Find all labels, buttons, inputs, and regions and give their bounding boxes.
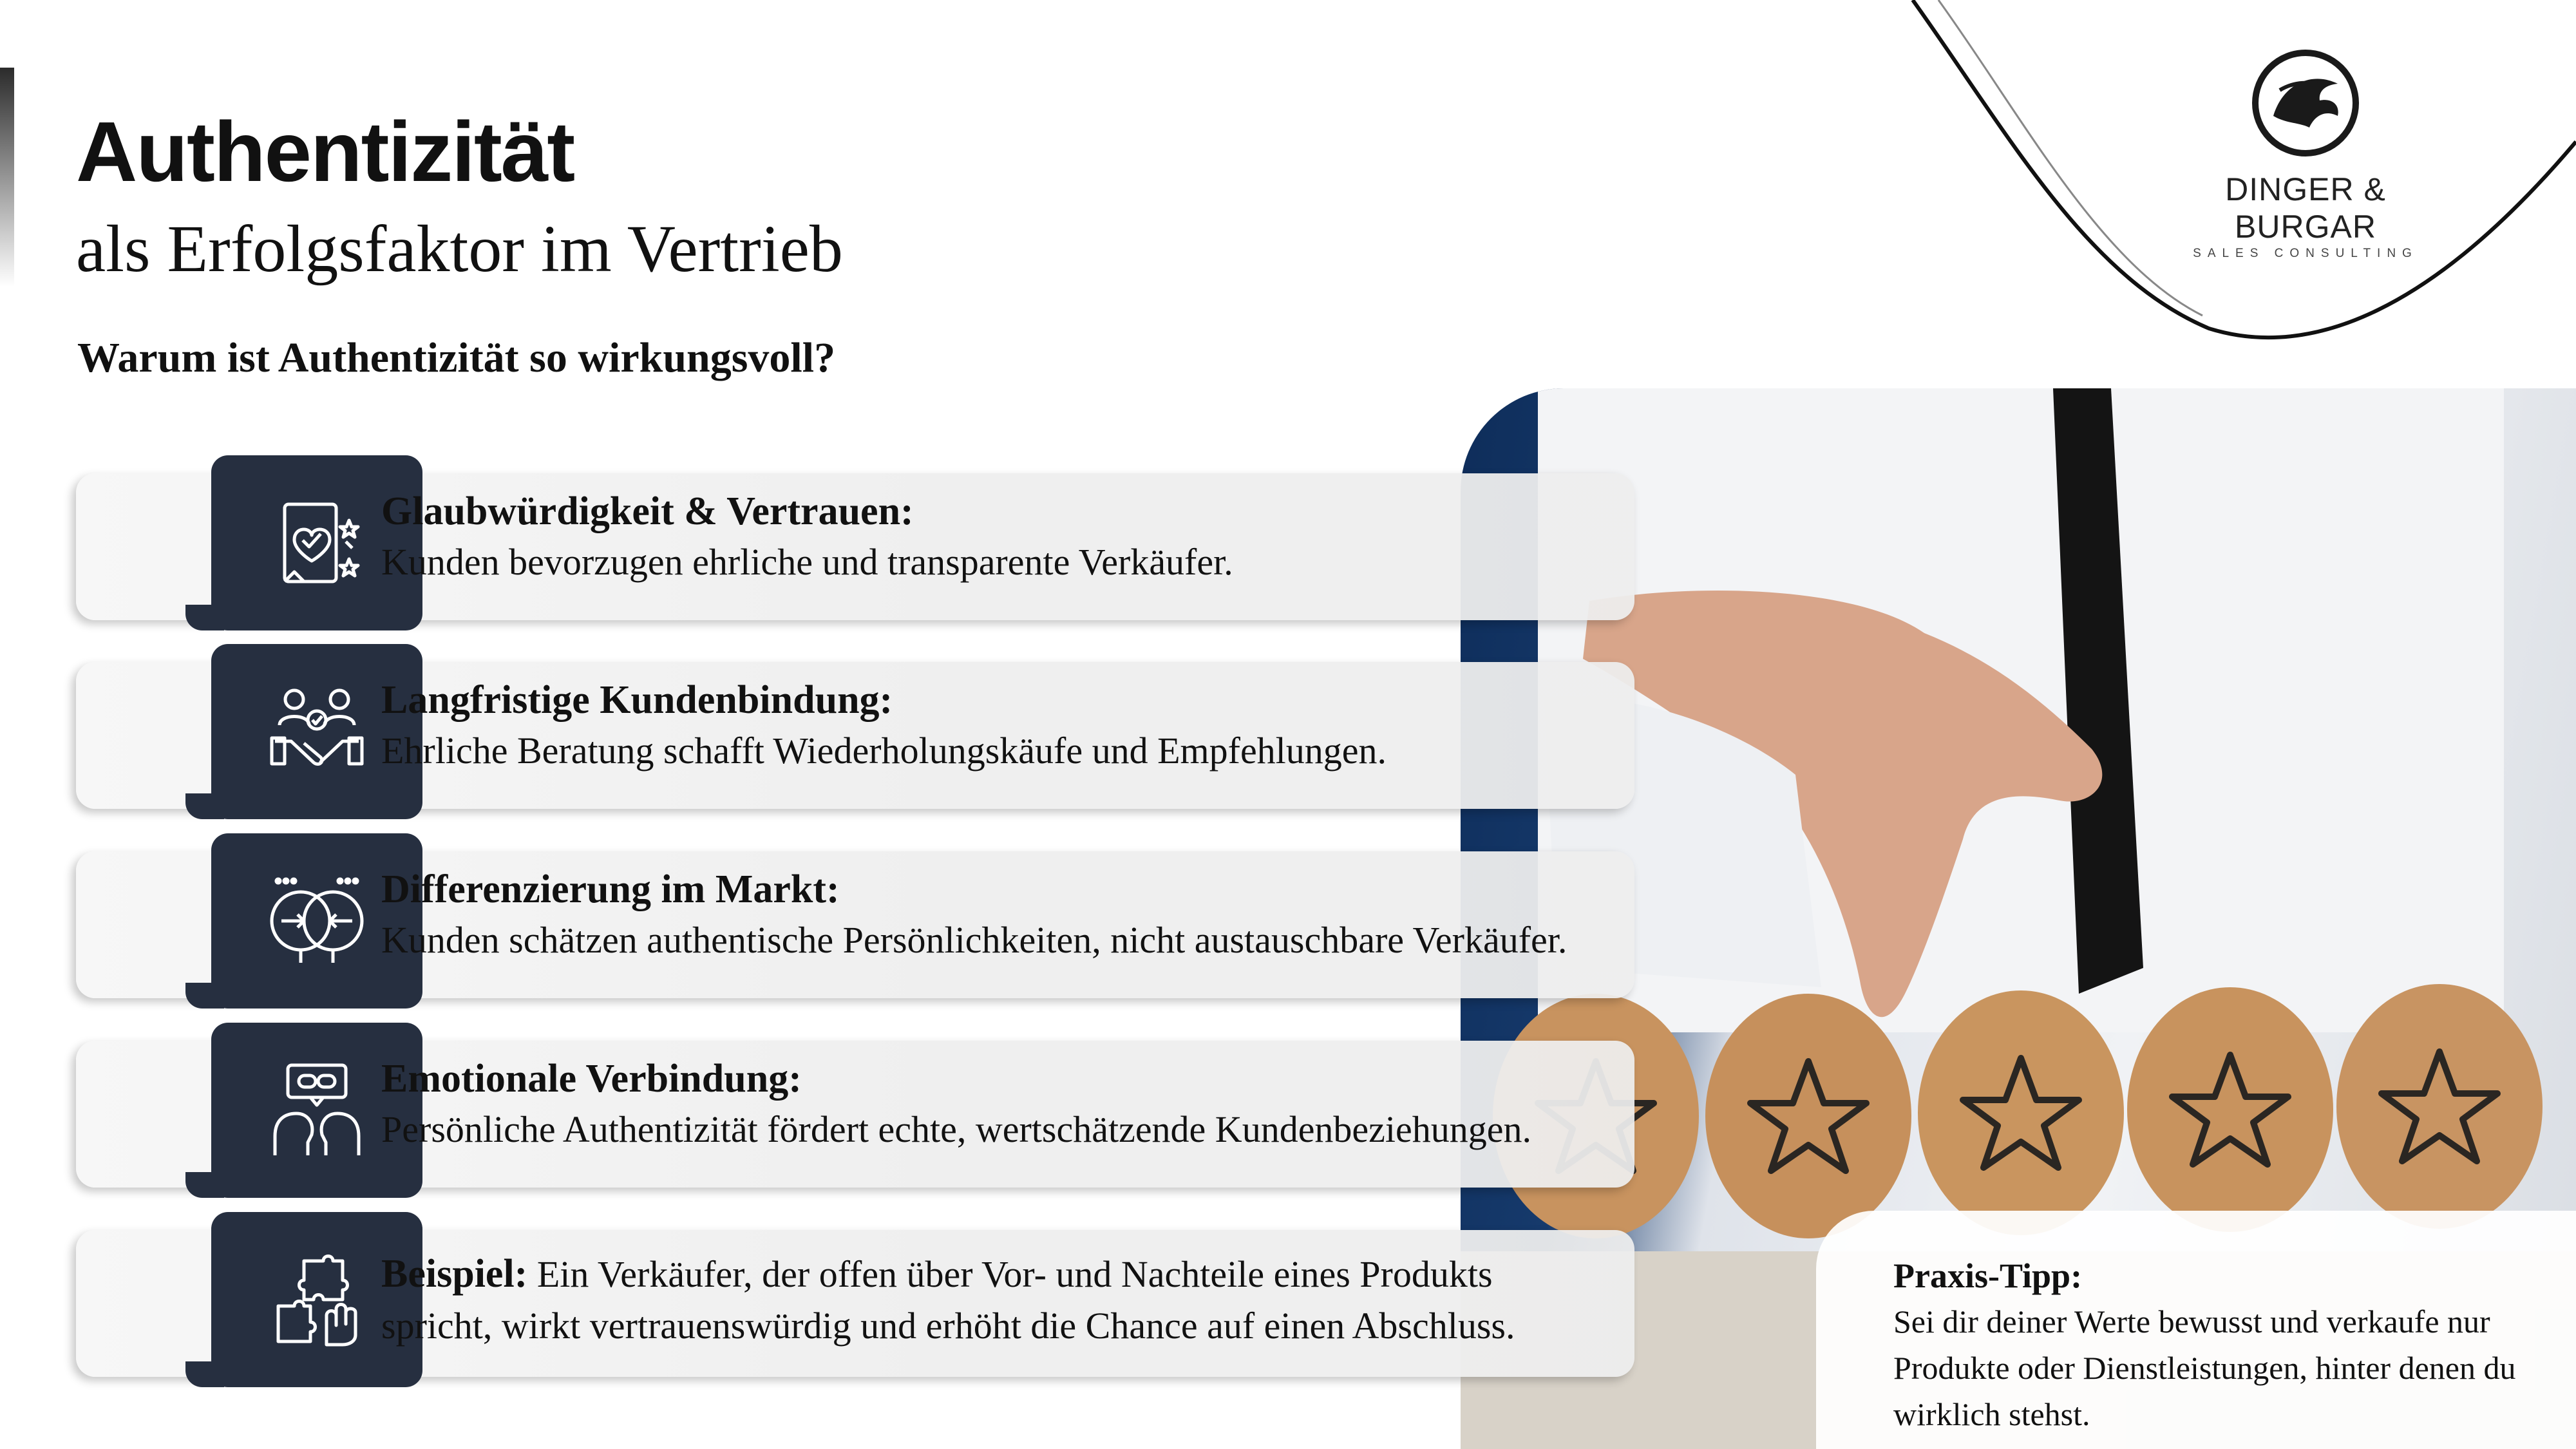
differentiation-icon bbox=[265, 869, 368, 972]
brand-logo bbox=[2164, 45, 2447, 261]
left-accent-bar bbox=[0, 68, 14, 287]
card-body: Kunden bevorzugen ehrliche und transparente Verkäufer. bbox=[381, 541, 1233, 583]
card-heading: Langfristige Kundenbindung: bbox=[381, 678, 893, 722]
brand-tagline: SALES CONSULTING bbox=[2193, 247, 2418, 260]
card-emotional bbox=[76, 1041, 1634, 1188]
trust-badge-icon bbox=[265, 491, 368, 594]
emotional-connection-icon bbox=[265, 1059, 368, 1162]
page-subtitle: als Erfolgsfaktor im Vertrieb bbox=[76, 212, 843, 286]
card-differentiation bbox=[76, 851, 1634, 998]
brand-name: DINGER & BURGAR bbox=[2225, 171, 2386, 245]
card-body: Ehrliche Beratung schafft Wiederholungskäufe und Empfehlungen. bbox=[381, 730, 1387, 772]
example-text bbox=[381, 1248, 1515, 1352]
tip-text: Sei dir deiner Werte bewusst und verkaufe nur Produkte oder Dienstleistungen, hinter denen du wirklich stehst. bbox=[1893, 1303, 2516, 1432]
page-title: Authentizität bbox=[76, 104, 574, 199]
section-question: Warum ist Authentizität so wirkungsvoll? bbox=[77, 334, 836, 381]
example-line-1: Ein Verkäufer, der offen über Vor- und Nachteile eines Produkts bbox=[527, 1253, 1493, 1295]
handshake-icon bbox=[265, 680, 368, 783]
practice-tip-box bbox=[1816, 1211, 2576, 1449]
lion-icon bbox=[2248, 45, 2363, 161]
card-loyalty bbox=[76, 662, 1634, 809]
card-heading: Differenzierung im Markt: bbox=[381, 867, 840, 911]
puzzle-hand-icon bbox=[265, 1248, 368, 1351]
tip-title: Praxis-Tipp: bbox=[1893, 1256, 2083, 1295]
example-line-2: spricht, wirkt vertrauenswürdig und erhöht die Chance auf einen Abschluss. bbox=[381, 1305, 1515, 1347]
card-trust bbox=[76, 473, 1634, 620]
card-example bbox=[76, 1230, 1634, 1377]
card-body: Kunden schätzen authentische Persönlichkeiten, nicht austauschbare Verkäufer. bbox=[381, 919, 1567, 961]
card-heading: Emotionale Verbindung: bbox=[381, 1057, 802, 1101]
card-body: Persönliche Authentizität fördert echte, wertschätzende Kundenbeziehungen. bbox=[381, 1108, 1532, 1150]
card-heading: Glaubwürdigkeit & Vertrauen: bbox=[381, 489, 914, 533]
example-label: Beispiel: bbox=[381, 1252, 528, 1296]
